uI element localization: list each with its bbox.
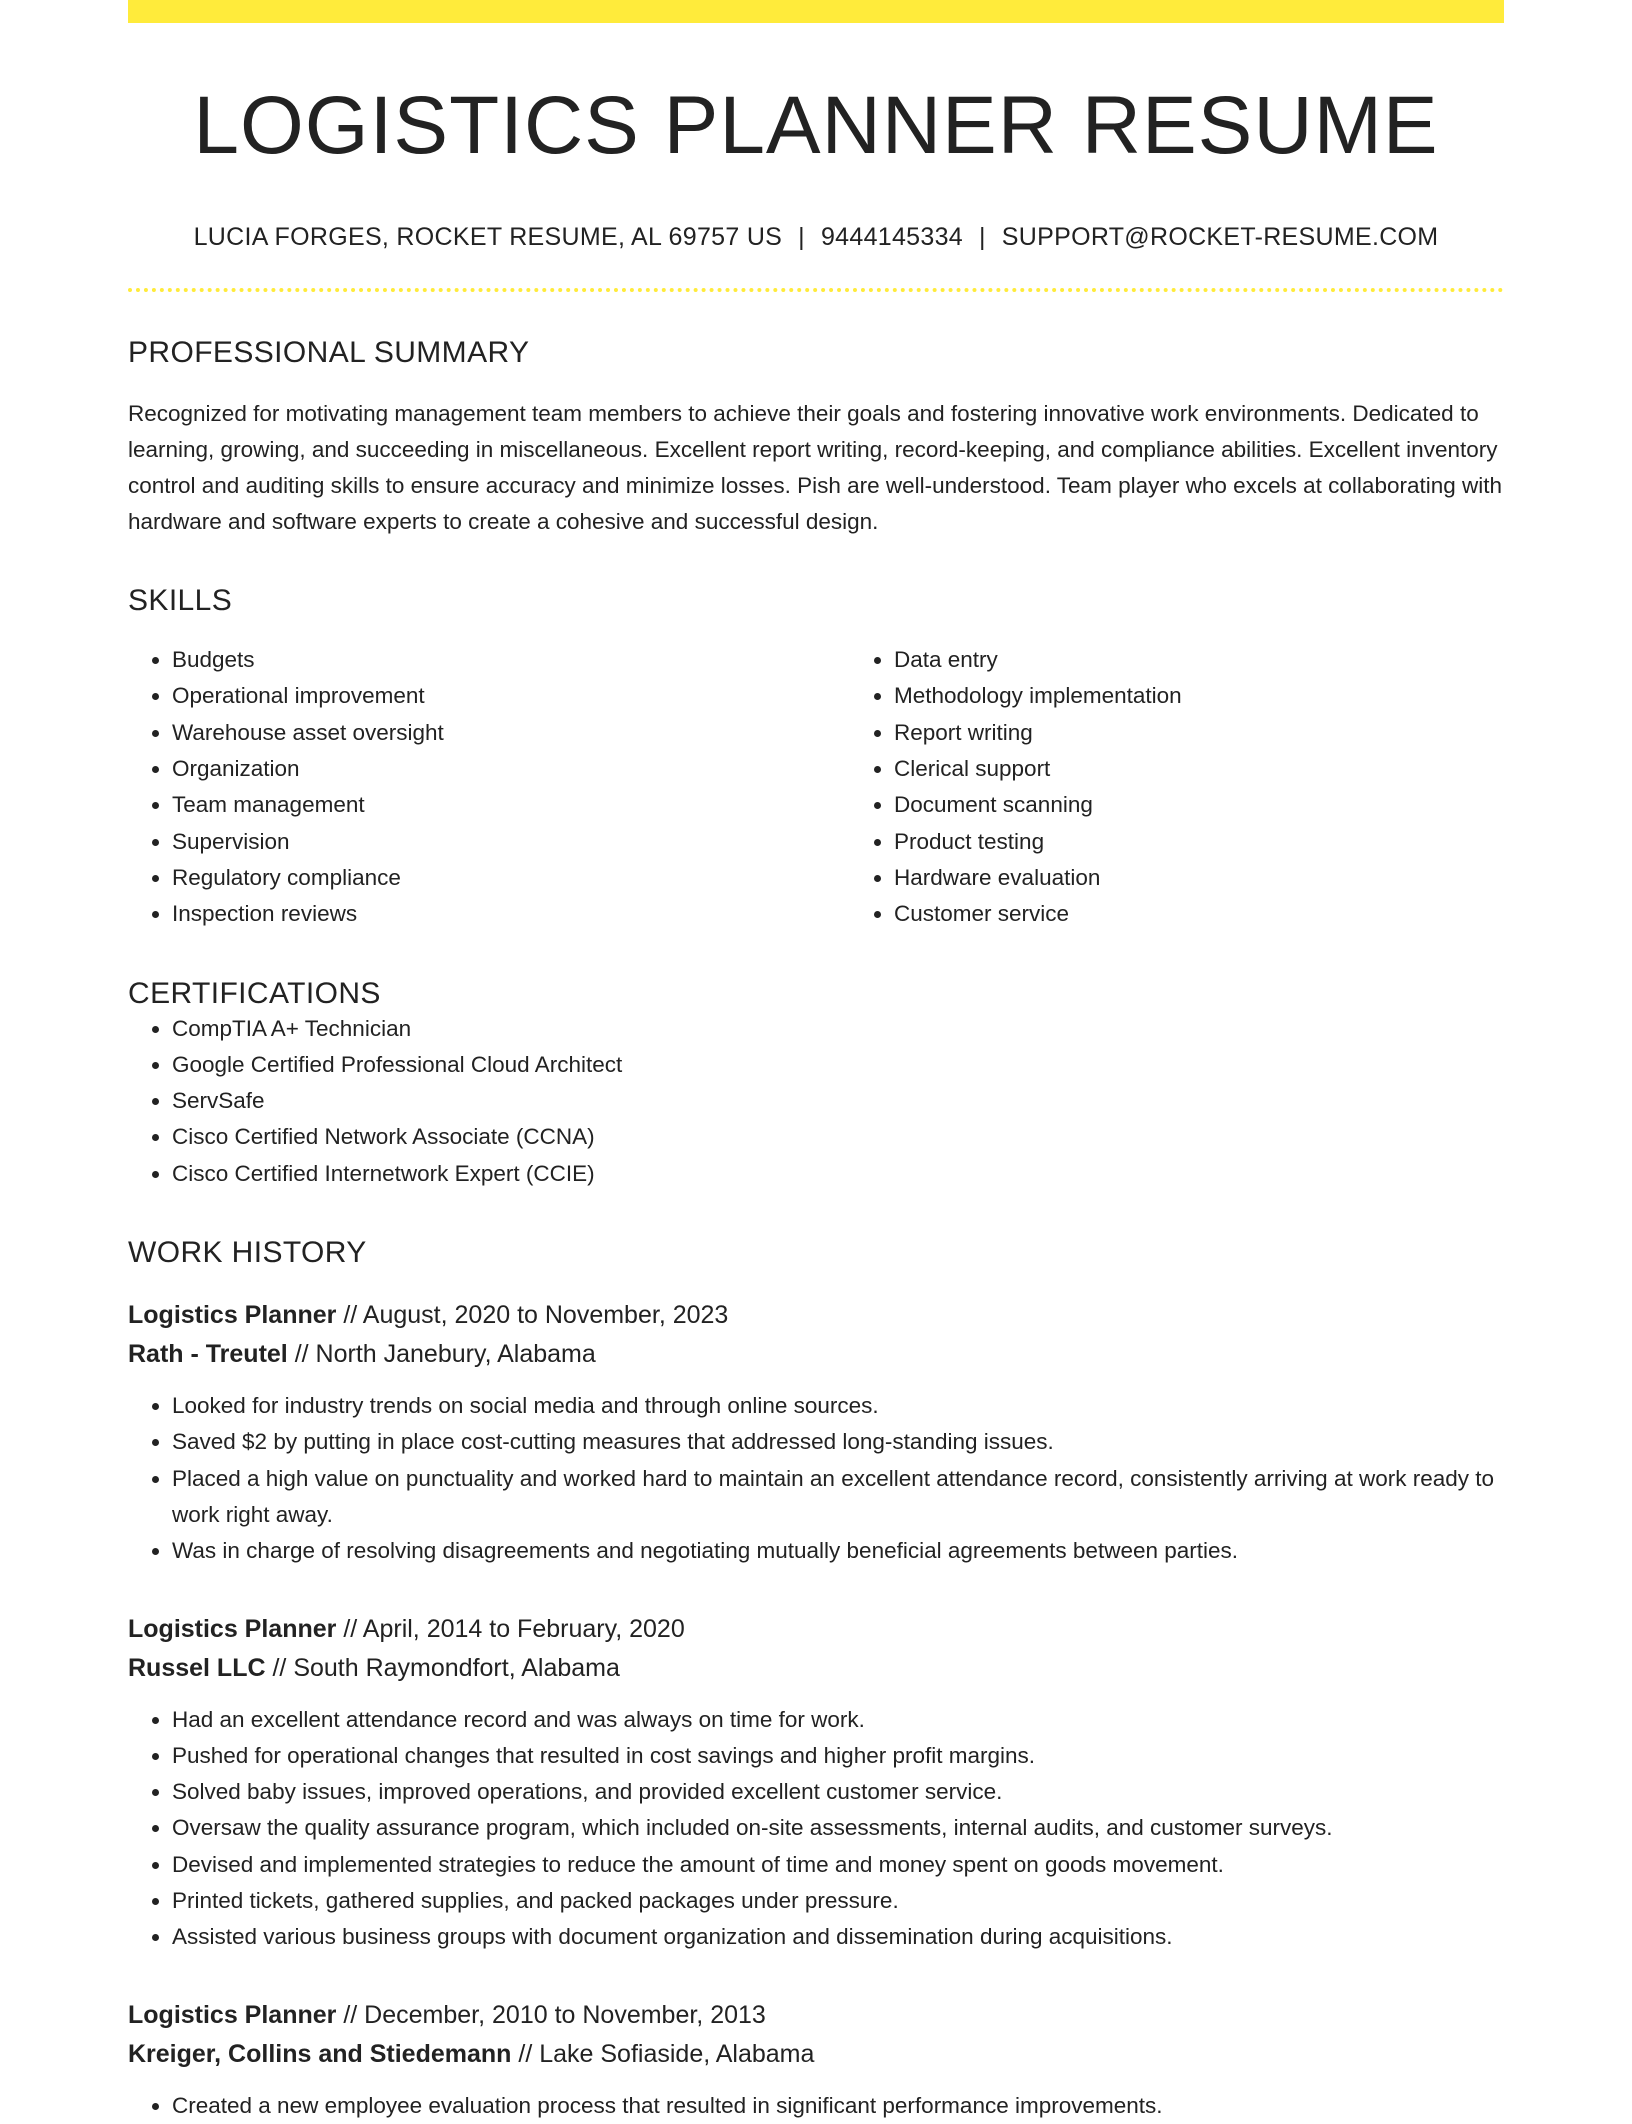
job-company: Kreiger, Collins and Stiedemann	[128, 2039, 512, 2068]
resume-title: LOGISTICS PLANNER RESUME	[193, 80, 1439, 171]
skill-item: • Supervision	[172, 824, 850, 860]
job-dates: // April, 2014 to February, 2020	[336, 1614, 685, 1643]
job-bullet: • Printed tickets, gathered supplies, and packed packages under pressure.	[172, 1883, 1504, 1919]
job-entry	[128, 1996, 1504, 2124]
job-bullet: • Oversaw the quality assurance program, which included on-site assessments, internal audits, and customer surveys.	[172, 1810, 1504, 1846]
contact-separator: |	[798, 223, 805, 252]
job-title: Logistics Planner	[128, 1301, 337, 1330]
job-bullet: • Looked for industry trends on social media and through online sources.	[172, 1388, 1504, 1424]
job-company-line	[128, 2035, 1504, 2074]
job-company-line	[128, 1335, 1504, 1374]
job-location: // North Janebury, Alabama	[287, 1340, 596, 1369]
job-bullet: • Created a new employee evaluation process that resulted in significant performance improvements.	[172, 2088, 1504, 2124]
job-bullets	[128, 1388, 1504, 1569]
job-bullet: • Was in charge of resolving disagreements and negotiating mutually beneficial agreements between parties.	[172, 1533, 1504, 1569]
certification-item: • Cisco Certified Network Associate (CCNA)	[172, 1119, 1504, 1155]
skill-item: • Team management	[172, 787, 850, 823]
certifications-list	[128, 1011, 1504, 1192]
job-bullet: • Placed a high value on punctuality and worked hard to maintain an excellent attendance record, consistently arriving at work ready to work right away.	[172, 1461, 1504, 1534]
job-bullet: • Devised and implemented strategies to reduce the amount of time and money spent on goods movement.	[172, 1847, 1504, 1883]
certification-item: • ServSafe	[172, 1083, 1504, 1119]
skill-item: • Customer service	[894, 896, 1572, 932]
certification-item: • Cisco Certified Internetwork Expert (CCIE)	[172, 1156, 1504, 1192]
contact-address: LUCIA FORGES, ROCKET RESUME, AL 69757 US	[193, 223, 783, 252]
header-divider	[128, 288, 1504, 292]
job-bullet: • Assisted various business groups with document organization and dissemination during acquisitions.	[172, 1919, 1504, 1955]
certification-item: • CompTIA A+ Technician	[172, 1011, 1504, 1047]
top-accent-bar	[128, 0, 1504, 23]
summary-text: Recognized for motivating management team members to achieve their goals and fostering innovative work environments. Dedicated to learning, growing, and succeeding in miscellaneous. Excellent report writing, record-keeping, and compliance abilities. Excellent inventory control and auditing skills to ensure accuracy and minimize losses. Pish are well-understood. Team player who excels at collaborating with hardware and software experts to create a cohesive and successful design.	[128, 401, 1503, 535]
skill-item: • Operational improvement	[172, 678, 850, 714]
job-location: // Lake Sofiaside, Alabama	[511, 2039, 815, 2068]
contact-email: SUPPORT@ROCKET-RESUME.COM	[1001, 223, 1439, 252]
job-title: Logistics Planner	[128, 1614, 337, 1643]
skills-heading: SKILLS	[128, 584, 233, 618]
skill-item: • Warehouse asset oversight	[172, 715, 850, 751]
job-title-line	[128, 1996, 1504, 2035]
work-history-heading: WORK HISTORY	[128, 1236, 367, 1270]
job-dates: // December, 2010 to November, 2013	[336, 2000, 766, 2029]
job-company: Rath - Treutel	[128, 1340, 288, 1369]
job-entry	[128, 1296, 1504, 1569]
skill-item: • Data entry	[894, 642, 1572, 678]
summary-heading: PROFESSIONAL SUMMARY	[128, 336, 530, 370]
contact-separator: |	[979, 223, 986, 252]
skill-item: • Inspection reviews	[172, 896, 850, 932]
skills-list-left	[128, 642, 850, 932]
job-company: Russel LLC	[128, 1653, 266, 1682]
skill-item: • Product testing	[894, 824, 1572, 860]
skill-item: • Regulatory compliance	[172, 860, 850, 896]
job-bullet: • Solved baby issues, improved operations, and provided excellent customer service.	[172, 1774, 1504, 1810]
job-entry	[128, 1610, 1504, 1956]
skill-item: • Budgets	[172, 642, 850, 678]
skill-item: • Methodology implementation	[894, 678, 1572, 714]
skills-list-right	[850, 642, 1572, 932]
job-company-line	[128, 1649, 1504, 1688]
job-dates: // August, 2020 to November, 2023	[336, 1301, 729, 1330]
skill-item: • Clerical support	[894, 751, 1572, 787]
contact-phone: 9444145334	[820, 223, 963, 252]
skill-item: • Report writing	[894, 715, 1572, 751]
job-bullets	[128, 2088, 1504, 2124]
job-title-line	[128, 1610, 1504, 1649]
certification-item: • Google Certified Professional Cloud Architect	[172, 1047, 1504, 1083]
skills-columns	[128, 642, 1504, 932]
job-bullets	[128, 1702, 1504, 1956]
resume-page	[128, 0, 1504, 2124]
job-location: // South Raymondfort, Alabama	[265, 1653, 620, 1682]
job-bullet: • Saved $2 by putting in place cost-cutting measures that addressed long-standing issues.	[172, 1424, 1504, 1460]
job-bullet: • Had an excellent attendance record and was always on time for work.	[172, 1702, 1504, 1738]
job-title-line	[128, 1296, 1504, 1335]
contact-line	[128, 223, 1504, 252]
certifications-heading: CERTIFICATIONS	[128, 976, 381, 1010]
job-bullet: • Pushed for operational changes that resulted in cost savings and higher profit margins.	[172, 1738, 1504, 1774]
skill-item: • Hardware evaluation	[894, 860, 1572, 896]
skill-item: • Document scanning	[894, 787, 1572, 823]
skill-item: • Organization	[172, 751, 850, 787]
job-title: Logistics Planner	[128, 2000, 337, 2029]
